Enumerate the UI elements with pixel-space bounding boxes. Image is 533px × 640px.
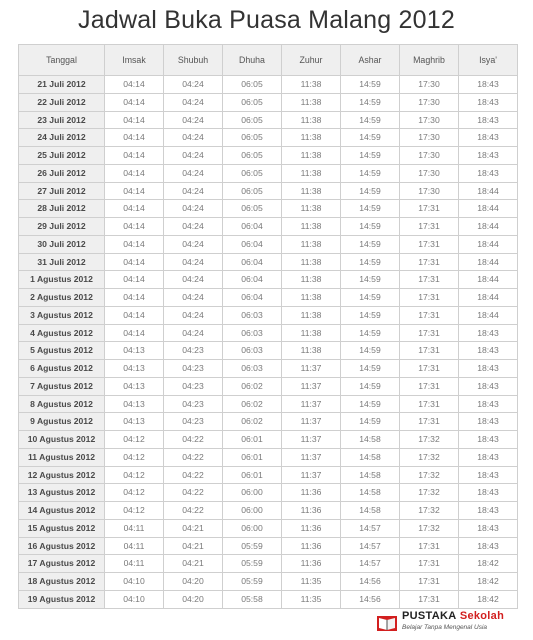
time-cell: 06:02 [223, 395, 282, 413]
table-row [19, 129, 518, 147]
time-cell: 18:43 [459, 129, 518, 147]
time-cell: 04:21 [164, 555, 223, 573]
date-cell: 30 Juli 2012 [19, 235, 105, 253]
time-cell: 17:32 [400, 502, 459, 520]
time-cell: 18:42 [459, 555, 518, 573]
time-cell: 06:02 [223, 413, 282, 431]
time-cell: 18:44 [459, 218, 518, 236]
column-header: Isya' [459, 45, 518, 76]
time-cell: 04:12 [105, 484, 164, 502]
time-cell: 04:24 [164, 182, 223, 200]
time-cell: 04:14 [105, 271, 164, 289]
time-cell: 11:38 [282, 164, 341, 182]
time-cell: 04:12 [105, 431, 164, 449]
time-cell: 04:24 [164, 76, 223, 94]
time-cell: 04:24 [164, 324, 223, 342]
column-header: Dhuha [223, 45, 282, 76]
time-cell: 14:59 [341, 306, 400, 324]
time-cell: 04:22 [164, 448, 223, 466]
time-cell: 17:32 [400, 519, 459, 537]
time-cell: 06:02 [223, 377, 282, 395]
time-cell: 17:30 [400, 111, 459, 129]
date-cell: 12 Agustus 2012 [19, 466, 105, 484]
time-cell: 06:03 [223, 306, 282, 324]
time-cell: 17:31 [400, 306, 459, 324]
time-cell: 04:21 [164, 537, 223, 555]
time-cell: 11:38 [282, 129, 341, 147]
time-cell: 04:24 [164, 253, 223, 271]
time-cell: 11:35 [282, 590, 341, 608]
time-cell: 06:03 [223, 342, 282, 360]
date-cell: 6 Agustus 2012 [19, 360, 105, 378]
schedule-table [18, 44, 518, 609]
time-cell: 11:36 [282, 502, 341, 520]
time-cell: 18:43 [459, 360, 518, 378]
column-header: Tanggal [19, 45, 105, 76]
time-cell: 04:24 [164, 289, 223, 307]
time-cell: 18:43 [459, 466, 518, 484]
table-row [19, 573, 518, 591]
date-cell: 7 Agustus 2012 [19, 377, 105, 395]
date-cell: 11 Agustus 2012 [19, 448, 105, 466]
time-cell: 04:14 [105, 147, 164, 165]
time-cell: 11:37 [282, 360, 341, 378]
time-cell: 18:43 [459, 502, 518, 520]
time-cell: 14:59 [341, 395, 400, 413]
table-row [19, 218, 518, 236]
time-cell: 04:23 [164, 395, 223, 413]
time-cell: 14:58 [341, 502, 400, 520]
time-cell: 18:44 [459, 306, 518, 324]
time-cell: 18:43 [459, 377, 518, 395]
date-cell: 16 Agustus 2012 [19, 537, 105, 555]
time-cell: 11:36 [282, 484, 341, 502]
time-cell: 17:30 [400, 93, 459, 111]
time-cell: 06:04 [223, 218, 282, 236]
time-cell: 18:43 [459, 484, 518, 502]
table-row [19, 466, 518, 484]
date-cell: 23 Juli 2012 [19, 111, 105, 129]
date-cell: 19 Agustus 2012 [19, 590, 105, 608]
table-row [19, 360, 518, 378]
time-cell: 06:05 [223, 93, 282, 111]
time-cell: 04:13 [105, 395, 164, 413]
table-row [19, 413, 518, 431]
table-row [19, 289, 518, 307]
time-cell: 18:44 [459, 235, 518, 253]
time-cell: 06:05 [223, 147, 282, 165]
time-cell: 11:38 [282, 93, 341, 111]
table-row [19, 555, 518, 573]
time-cell: 04:14 [105, 235, 164, 253]
time-cell: 04:14 [105, 324, 164, 342]
time-cell: 14:59 [341, 76, 400, 94]
time-cell: 04:13 [105, 413, 164, 431]
time-cell: 04:24 [164, 218, 223, 236]
time-cell: 14:59 [341, 377, 400, 395]
date-cell: 18 Agustus 2012 [19, 573, 105, 591]
time-cell: 11:35 [282, 573, 341, 591]
time-cell: 04:22 [164, 484, 223, 502]
table-row [19, 253, 518, 271]
logo-tagline: Belajar Tanpa Mengenal Usia [402, 624, 488, 631]
date-cell: 31 Juli 2012 [19, 253, 105, 271]
time-cell: 18:43 [459, 413, 518, 431]
time-cell: 14:59 [341, 147, 400, 165]
date-cell: 27 Juli 2012 [19, 182, 105, 200]
time-cell: 17:31 [400, 537, 459, 555]
time-cell: 17:32 [400, 431, 459, 449]
time-cell: 17:31 [400, 324, 459, 342]
date-cell: 25 Juli 2012 [19, 147, 105, 165]
date-cell: 10 Agustus 2012 [19, 431, 105, 449]
time-cell: 04:12 [105, 502, 164, 520]
table-body [19, 76, 518, 609]
time-cell: 17:31 [400, 590, 459, 608]
table-row [19, 519, 518, 537]
time-cell: 17:32 [400, 466, 459, 484]
time-cell: 14:57 [341, 555, 400, 573]
time-cell: 18:43 [459, 76, 518, 94]
time-cell: 06:04 [223, 271, 282, 289]
time-cell: 04:24 [164, 164, 223, 182]
time-cell: 05:59 [223, 537, 282, 555]
date-cell: 17 Agustus 2012 [19, 555, 105, 573]
time-cell: 17:31 [400, 555, 459, 573]
time-cell: 17:31 [400, 200, 459, 218]
column-header: Shubuh [164, 45, 223, 76]
time-cell: 17:30 [400, 164, 459, 182]
pustaka-sekolah-logo [376, 610, 526, 636]
time-cell: 04:14 [105, 289, 164, 307]
time-cell: 11:38 [282, 111, 341, 129]
table-row [19, 484, 518, 502]
time-cell: 06:05 [223, 129, 282, 147]
date-cell: 9 Agustus 2012 [19, 413, 105, 431]
time-cell: 17:31 [400, 413, 459, 431]
time-cell: 06:05 [223, 200, 282, 218]
date-cell: 4 Agustus 2012 [19, 324, 105, 342]
table-row [19, 271, 518, 289]
time-cell: 11:38 [282, 235, 341, 253]
time-cell: 06:01 [223, 431, 282, 449]
table-header-row [19, 45, 518, 76]
time-cell: 04:14 [105, 306, 164, 324]
time-cell: 14:58 [341, 431, 400, 449]
time-cell: 06:05 [223, 76, 282, 94]
table-row [19, 93, 518, 111]
column-header: Imsak [105, 45, 164, 76]
time-cell: 14:58 [341, 448, 400, 466]
time-cell: 14:59 [341, 342, 400, 360]
time-cell: 11:38 [282, 253, 341, 271]
time-cell: 14:59 [341, 218, 400, 236]
table-row [19, 431, 518, 449]
time-cell: 18:43 [459, 147, 518, 165]
time-cell: 17:31 [400, 235, 459, 253]
time-cell: 04:14 [105, 93, 164, 111]
time-cell: 04:22 [164, 466, 223, 484]
time-cell: 14:59 [341, 289, 400, 307]
time-cell: 11:36 [282, 537, 341, 555]
time-cell: 14:59 [341, 360, 400, 378]
time-cell: 18:44 [459, 289, 518, 307]
time-cell: 18:43 [459, 537, 518, 555]
time-cell: 17:31 [400, 218, 459, 236]
time-cell: 04:14 [105, 218, 164, 236]
date-cell: 2 Agustus 2012 [19, 289, 105, 307]
column-header: Ashar [341, 45, 400, 76]
time-cell: 04:14 [105, 200, 164, 218]
time-cell: 04:20 [164, 573, 223, 591]
time-cell: 06:04 [223, 289, 282, 307]
page-title: Jadwal Buka Puasa Malang 2012 [78, 6, 455, 34]
table-row [19, 324, 518, 342]
date-cell: 3 Agustus 2012 [19, 306, 105, 324]
table-row [19, 182, 518, 200]
time-cell: 14:59 [341, 93, 400, 111]
time-cell: 04:24 [164, 111, 223, 129]
time-cell: 14:58 [341, 484, 400, 502]
time-cell: 14:59 [341, 182, 400, 200]
time-cell: 11:37 [282, 413, 341, 431]
table-row [19, 306, 518, 324]
time-cell: 04:11 [105, 555, 164, 573]
date-cell: 8 Agustus 2012 [19, 395, 105, 413]
time-cell: 04:24 [164, 129, 223, 147]
time-cell: 11:38 [282, 324, 341, 342]
table-row [19, 502, 518, 520]
time-cell: 17:32 [400, 484, 459, 502]
time-cell: 04:23 [164, 413, 223, 431]
time-cell: 18:44 [459, 253, 518, 271]
time-cell: 18:43 [459, 395, 518, 413]
time-cell: 05:59 [223, 555, 282, 573]
time-cell: 04:24 [164, 93, 223, 111]
time-cell: 17:31 [400, 342, 459, 360]
time-cell: 18:43 [459, 164, 518, 182]
time-cell: 17:30 [400, 147, 459, 165]
time-cell: 04:13 [105, 377, 164, 395]
time-cell: 17:30 [400, 182, 459, 200]
time-cell: 17:32 [400, 448, 459, 466]
time-cell: 18:44 [459, 271, 518, 289]
table-row [19, 76, 518, 94]
date-cell: 26 Juli 2012 [19, 164, 105, 182]
time-cell: 04:13 [105, 342, 164, 360]
time-cell: 18:43 [459, 519, 518, 537]
date-cell: 5 Agustus 2012 [19, 342, 105, 360]
time-cell: 11:38 [282, 218, 341, 236]
date-cell: 21 Juli 2012 [19, 76, 105, 94]
time-cell: 04:22 [164, 431, 223, 449]
time-cell: 11:38 [282, 182, 341, 200]
time-cell: 05:59 [223, 573, 282, 591]
time-cell: 11:38 [282, 200, 341, 218]
time-cell: 04:11 [105, 537, 164, 555]
time-cell: 17:31 [400, 360, 459, 378]
time-cell: 11:36 [282, 519, 341, 537]
time-cell: 11:37 [282, 377, 341, 395]
table-row [19, 537, 518, 555]
time-cell: 06:00 [223, 484, 282, 502]
time-cell: 18:44 [459, 182, 518, 200]
table-row [19, 395, 518, 413]
time-cell: 14:59 [341, 413, 400, 431]
date-cell: 29 Juli 2012 [19, 218, 105, 236]
time-cell: 14:58 [341, 466, 400, 484]
date-cell: 22 Juli 2012 [19, 93, 105, 111]
time-cell: 06:00 [223, 502, 282, 520]
time-cell: 05:58 [223, 590, 282, 608]
time-cell: 17:31 [400, 289, 459, 307]
logo-name: PUSTAKA Sekolah [402, 610, 505, 622]
time-cell: 06:04 [223, 235, 282, 253]
date-cell: 15 Agustus 2012 [19, 519, 105, 537]
time-cell: 18:43 [459, 111, 518, 129]
time-cell: 11:38 [282, 306, 341, 324]
table-row [19, 590, 518, 608]
time-cell: 04:11 [105, 519, 164, 537]
time-cell: 11:37 [282, 466, 341, 484]
time-cell: 06:04 [223, 253, 282, 271]
time-cell: 06:03 [223, 360, 282, 378]
time-cell: 06:01 [223, 448, 282, 466]
time-cell: 17:31 [400, 377, 459, 395]
time-cell: 14:56 [341, 573, 400, 591]
time-cell: 04:24 [164, 235, 223, 253]
time-cell: 04:10 [105, 590, 164, 608]
time-cell: 14:59 [341, 200, 400, 218]
time-cell: 11:38 [282, 342, 341, 360]
time-cell: 17:31 [400, 253, 459, 271]
time-cell: 04:23 [164, 360, 223, 378]
time-cell: 14:59 [341, 324, 400, 342]
table-row [19, 448, 518, 466]
date-cell: 24 Juli 2012 [19, 129, 105, 147]
book-icon [376, 612, 398, 634]
time-cell: 11:37 [282, 448, 341, 466]
column-header: Zuhur [282, 45, 341, 76]
time-cell: 18:43 [459, 324, 518, 342]
time-cell: 04:22 [164, 502, 223, 520]
time-cell: 17:30 [400, 76, 459, 94]
time-cell: 11:38 [282, 271, 341, 289]
time-cell: 04:24 [164, 306, 223, 324]
time-cell: 14:59 [341, 235, 400, 253]
time-cell: 14:57 [341, 537, 400, 555]
time-cell: 18:42 [459, 573, 518, 591]
time-cell: 04:21 [164, 519, 223, 537]
table-row [19, 377, 518, 395]
table-row [19, 147, 518, 165]
table-row [19, 200, 518, 218]
time-cell: 04:23 [164, 342, 223, 360]
time-cell: 14:59 [341, 129, 400, 147]
time-cell: 18:43 [459, 448, 518, 466]
time-cell: 04:24 [164, 200, 223, 218]
time-cell: 17:30 [400, 129, 459, 147]
time-cell: 04:20 [164, 590, 223, 608]
time-cell: 11:38 [282, 76, 341, 94]
time-cell: 11:38 [282, 289, 341, 307]
time-cell: 18:43 [459, 431, 518, 449]
time-cell: 06:05 [223, 111, 282, 129]
time-cell: 04:23 [164, 377, 223, 395]
time-cell: 04:14 [105, 129, 164, 147]
time-cell: 14:56 [341, 590, 400, 608]
time-cell: 04:24 [164, 147, 223, 165]
time-cell: 04:12 [105, 448, 164, 466]
time-cell: 06:03 [223, 324, 282, 342]
time-cell: 18:42 [459, 590, 518, 608]
time-cell: 18:43 [459, 342, 518, 360]
time-cell: 04:14 [105, 164, 164, 182]
date-cell: 28 Juli 2012 [19, 200, 105, 218]
time-cell: 04:14 [105, 111, 164, 129]
time-cell: 14:59 [341, 253, 400, 271]
time-cell: 11:37 [282, 395, 341, 413]
time-cell: 17:31 [400, 573, 459, 591]
time-cell: 17:31 [400, 395, 459, 413]
time-cell: 14:59 [341, 271, 400, 289]
time-cell: 06:05 [223, 182, 282, 200]
date-cell: 1 Agustus 2012 [19, 271, 105, 289]
time-cell: 14:59 [341, 111, 400, 129]
column-header: Maghrib [400, 45, 459, 76]
time-cell: 11:38 [282, 147, 341, 165]
time-cell: 04:14 [105, 253, 164, 271]
table-row [19, 235, 518, 253]
time-cell: 04:24 [164, 271, 223, 289]
table-row [19, 164, 518, 182]
time-cell: 14:59 [341, 164, 400, 182]
time-cell: 04:14 [105, 76, 164, 94]
table-row [19, 342, 518, 360]
table-row [19, 111, 518, 129]
time-cell: 14:57 [341, 519, 400, 537]
time-cell: 04:12 [105, 466, 164, 484]
time-cell: 18:43 [459, 93, 518, 111]
date-cell: 13 Agustus 2012 [19, 484, 105, 502]
time-cell: 17:31 [400, 271, 459, 289]
time-cell: 06:00 [223, 519, 282, 537]
time-cell: 06:01 [223, 466, 282, 484]
time-cell: 06:05 [223, 164, 282, 182]
time-cell: 11:36 [282, 555, 341, 573]
date-cell: 14 Agustus 2012 [19, 502, 105, 520]
time-cell: 04:10 [105, 573, 164, 591]
time-cell: 11:37 [282, 431, 341, 449]
time-cell: 18:44 [459, 200, 518, 218]
time-cell: 04:14 [105, 182, 164, 200]
time-cell: 04:13 [105, 360, 164, 378]
